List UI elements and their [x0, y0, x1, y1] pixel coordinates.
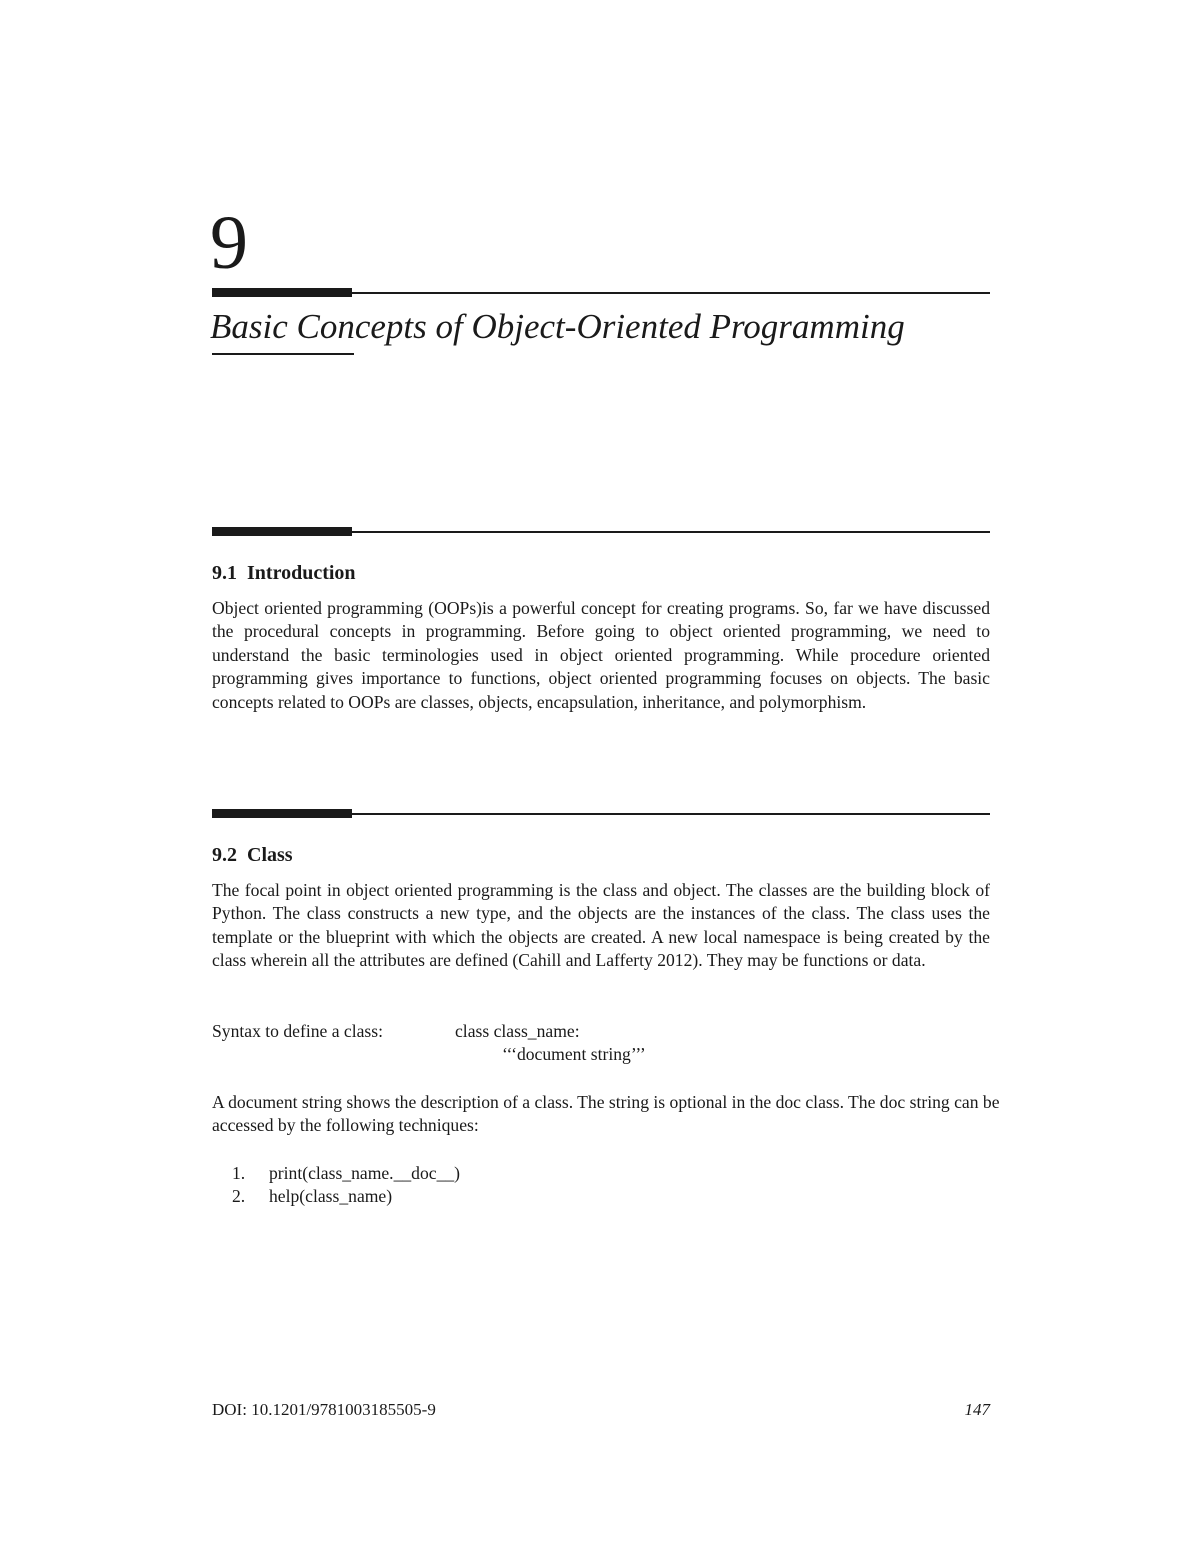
section-title: Introduction: [247, 562, 356, 584]
list-item-text: help(class_name): [269, 1186, 393, 1207]
list-marker: 1.: [232, 1163, 246, 1183]
section-number: 9.1: [212, 562, 237, 584]
title-underline: [212, 353, 354, 355]
page-number: 147: [964, 1400, 990, 1419]
section-heading: [212, 563, 356, 583]
section-divider: [212, 531, 990, 533]
technique-list: [232, 1162, 460, 1209]
section-number: 9.2: [212, 844, 237, 866]
section-heading: [212, 845, 293, 865]
body-paragraph: The focal point in object oriented programming is the class and object. The classes are the building block of Python. The class constructs a new type, and the objects are the instances of the class. The class uses the template or the blueprint with which the objects are created. A new local namespace is being created by the class wherein all the attributes are defined (Cahill and Lafferty 2012). They may be functions or data.: [212, 880, 990, 971]
syntax-label: Syntax to define a class:: [212, 1021, 384, 1041]
list-item-text: print(class_name.__doc__): [269, 1163, 461, 1183]
list-item: [232, 1185, 460, 1208]
body-paragraph: Object oriented programming (OOPs)is a powerful concept for creating programs. So, far we have discussed the procedural concepts in programming. Before going to object oriented programming, we need to understand the basic terminologies used in object oriented programming. While procedure oriented programming gives importance to functions, object oriented programming focuses on objects. The basic concepts related to OOPs are classes, objects, encapsulation, inheritance, and polymorphism.: [212, 598, 990, 712]
body-paragraph: A document string shows the description of a class. The string is optional in the doc class. The doc string can be accessed by the following techniques:: [212, 1092, 1000, 1136]
syntax-code-line: class class_name:: [455, 1021, 580, 1041]
syntax-doc-line: ‘‘‘document string’’’: [502, 1044, 646, 1065]
chapter-title: Basic Concepts of Object-Oriented Programming: [210, 307, 905, 346]
list-marker: 2.: [232, 1186, 246, 1207]
chapter-number: 9: [210, 201, 248, 285]
section-divider: [212, 813, 990, 815]
section-title: Class: [247, 844, 293, 866]
footer-doi: DOI: 10.1201/9781003185505-9: [212, 1400, 436, 1419]
list-item: [232, 1162, 460, 1185]
chapter-divider: [212, 292, 990, 294]
